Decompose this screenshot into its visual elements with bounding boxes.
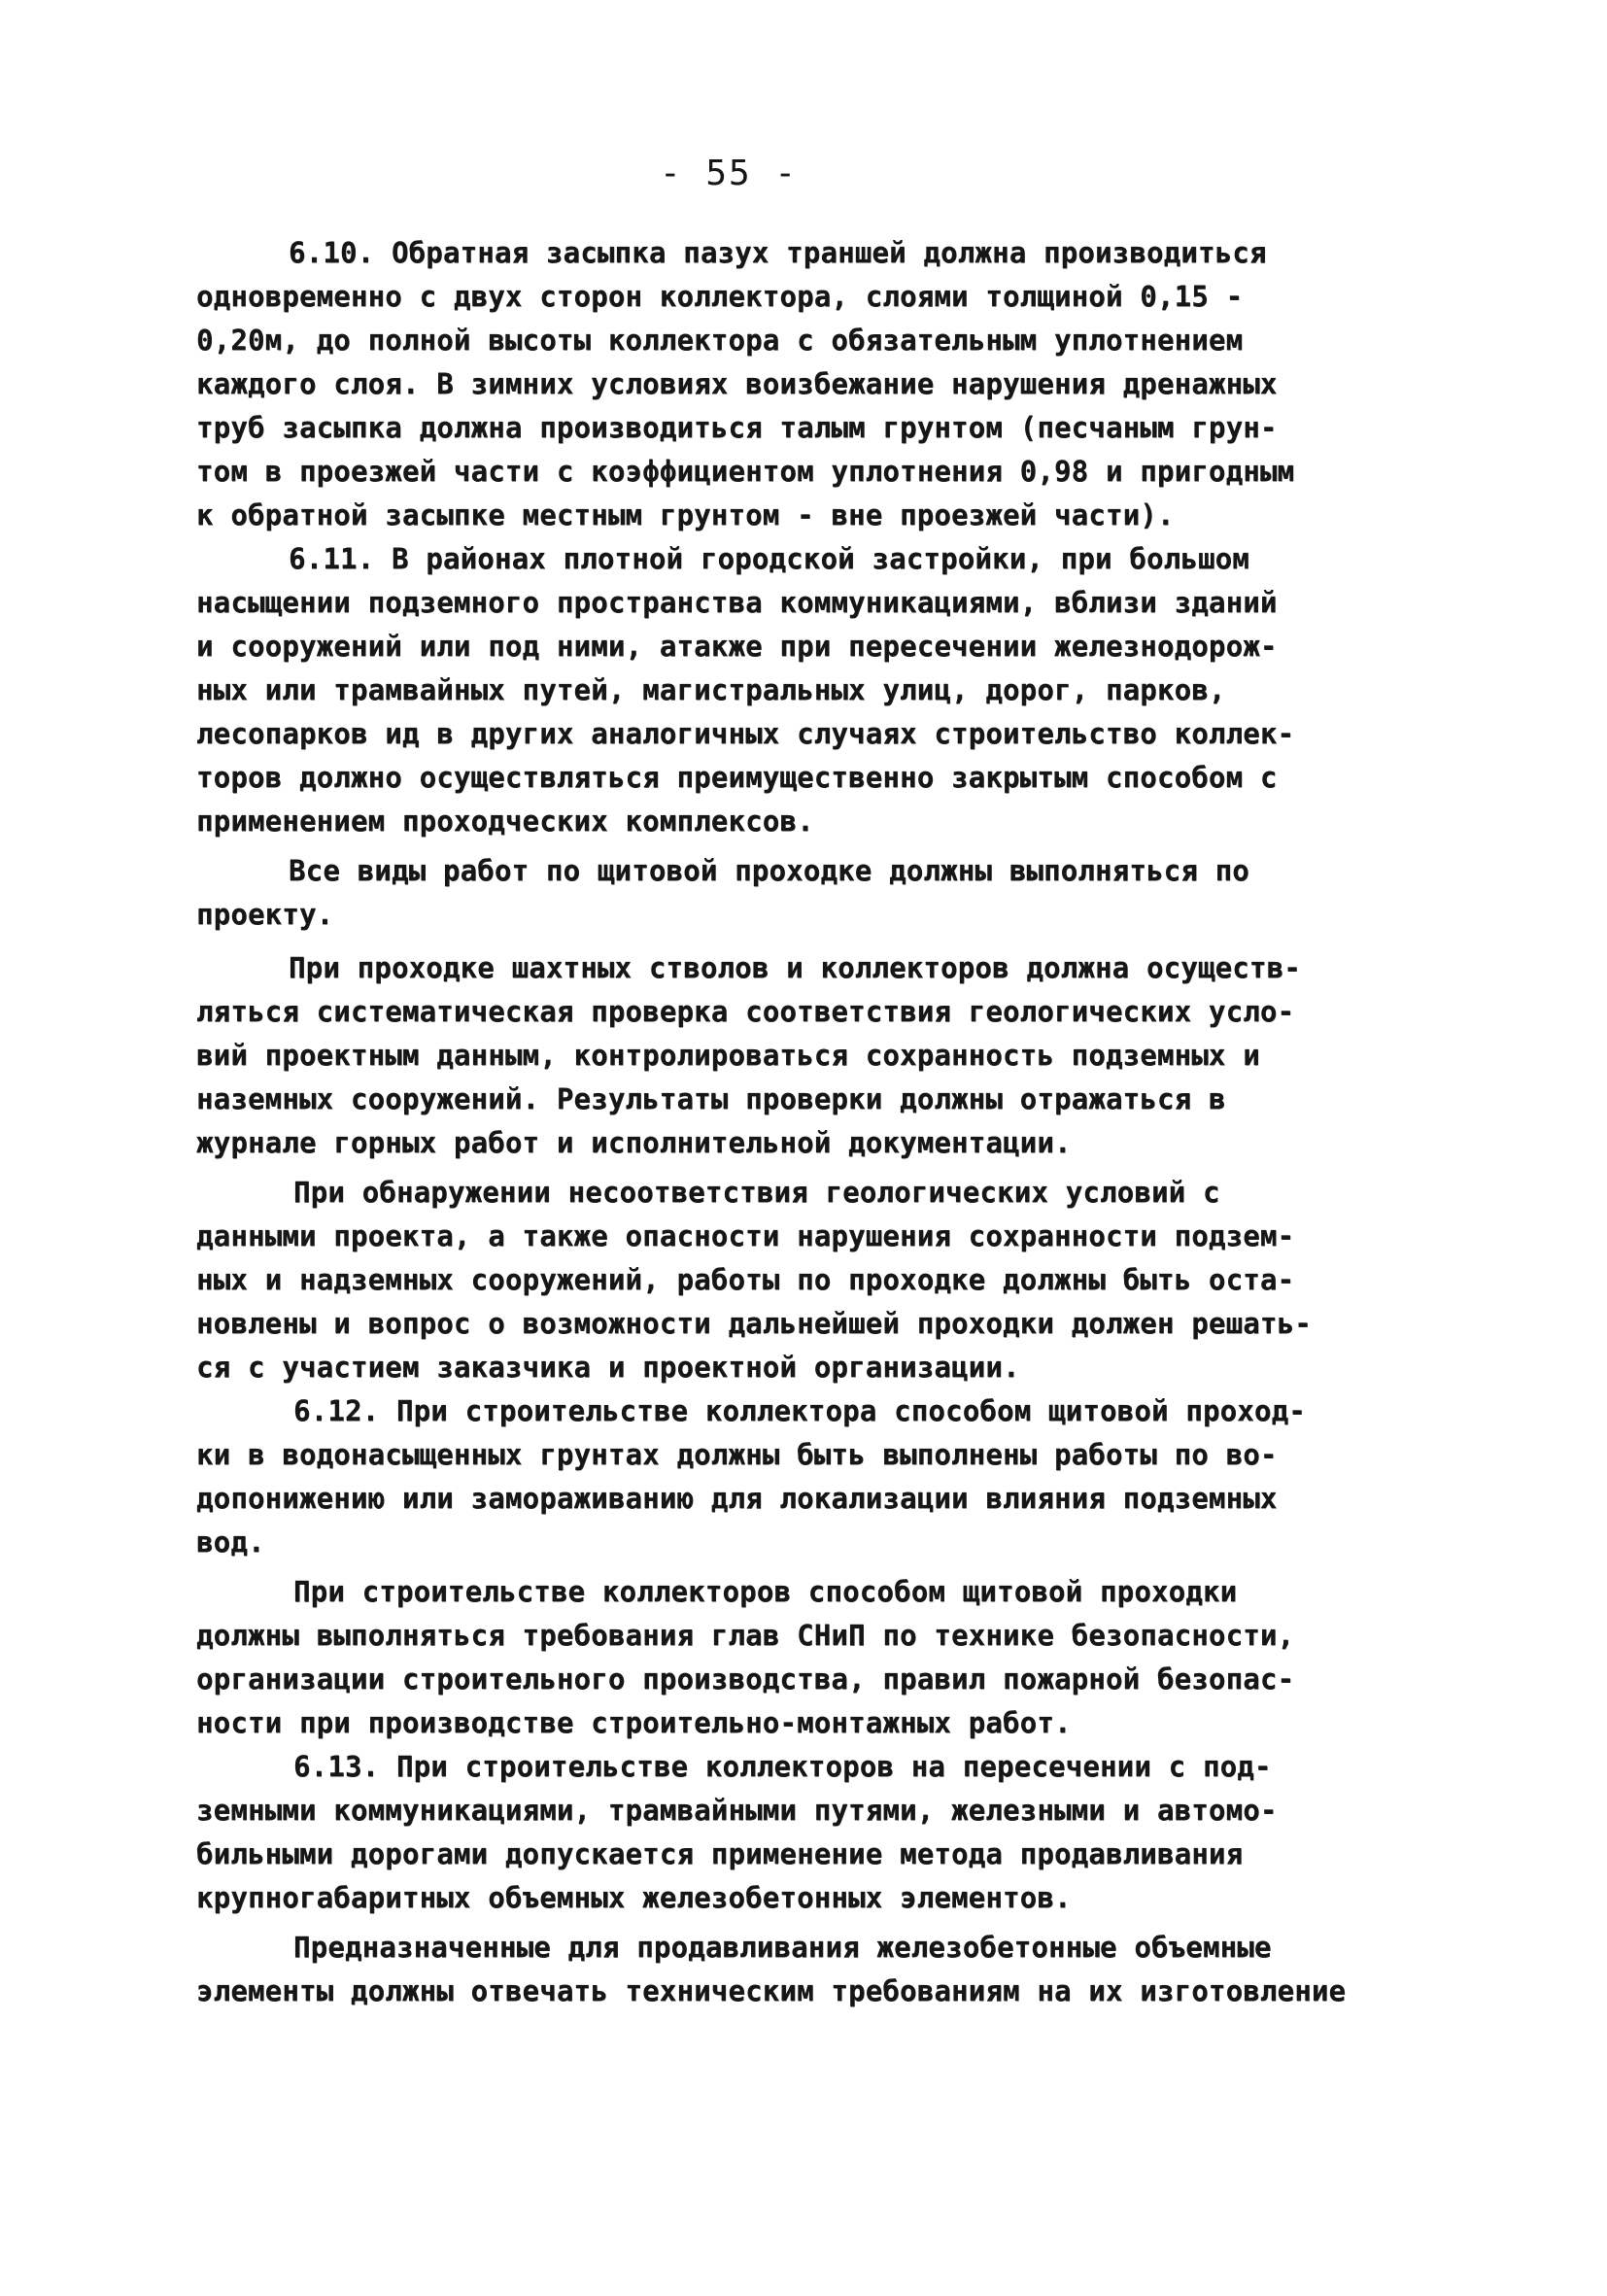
text-line: 6.11. В районах плотной городской застройки, при большом — [289, 542, 1249, 575]
page-number: - 55 - — [659, 154, 799, 193]
text-line: земными коммуникациями, трамвайными путями, железными и автомо- — [196, 1794, 1278, 1827]
text-line: новлены и вопрос о возможности дальнейшей проходки должен решать- — [196, 1307, 1312, 1340]
text-line: ных или трамвайных путей, магистральных улиц, дорог, парков, — [196, 673, 1226, 706]
text-line: элементы должны отвечать техническим требованиям на их изготовление — [196, 1974, 1347, 2007]
text-line: журнале горных работ и исполнительной документации. — [196, 1126, 1072, 1159]
body-text — [196, 231, 1430, 2013]
text-line: лесопарков ид в других аналогичных случаях строительство коллек- — [196, 717, 1295, 750]
text-line: 6.10. Обратная засыпка пазух траншей должна производиться — [289, 236, 1267, 269]
text-line: допонижению или замораживанию для локализации влияния подземных — [196, 1482, 1278, 1515]
text-line: вод. — [196, 1525, 265, 1559]
text-line: Все виды работ по щитовой проходке должны выполняться по — [289, 854, 1249, 887]
text-line: наземных сооружений. Результаты проверки должны отражаться в — [196, 1082, 1226, 1115]
text-line: одновременно с двух сторон коллектора, слоями толщиной 0,15 - — [196, 280, 1244, 313]
text-line: организации строительного производства, правил пожарной безопас- — [196, 1662, 1295, 1696]
text-line: данными проекта, а также опасности нарушения сохранности подзем- — [196, 1219, 1295, 1252]
text-line: должны выполняться требования глав СНиП по технике безопасности, — [196, 1619, 1295, 1652]
text-line: применением проходческих комплексов. — [196, 805, 814, 838]
text-line: насыщении подземного пространства коммуникациями, вблизи зданий — [196, 586, 1278, 619]
text-line: ных и надземных сооружений, работы по проходке должны быть оста- — [196, 1263, 1295, 1296]
text-line: При проходке шахтных стволов и коллекторов должна осуществ- — [289, 951, 1301, 984]
text-line: При обнаружении несоответствия геологических условий с — [293, 1176, 1220, 1209]
text-line: торов должно осуществляться преимущественно закрытым способом с — [196, 761, 1278, 794]
text-line: вий проектным данным, контролироваться сохранность подземных и — [196, 1039, 1260, 1072]
text-line: проекту. — [196, 898, 334, 931]
text-line: бильными дорогами допускается применение метода продавливания — [196, 1837, 1244, 1870]
text-line: том в проезжей части с коэффициентом уплотнения 0,98 и пригодным — [196, 455, 1295, 488]
text-line: каждого слоя. В зимних условиях воизбежание нарушения дренажных — [196, 367, 1278, 400]
text-line: 6.13. При строительстве коллекторов на пересечении с под- — [293, 1750, 1272, 1783]
text-line: крупногабаритных объемных железобетонных элементов. — [196, 1881, 1072, 1914]
text-line: ности при производстве строительно-монтажных работ. — [196, 1706, 1072, 1739]
text-line: и сооружений или под ними, атакже при пересечении железнодорож- — [196, 630, 1278, 663]
text-line: ки в водонасыщенных грунтах должны быть выполнены работы по во- — [196, 1438, 1278, 1471]
text-line: При строительстве коллекторов способом щитовой проходки — [293, 1575, 1238, 1608]
text-line: ся с участием заказчика и проектной организации. — [196, 1351, 1020, 1384]
text-line: 0,20м, до полной высоты коллектора с обязательным уплотнением — [196, 324, 1244, 357]
text-line: к обратной засыпке местным грунтом - вне проезжей части). — [196, 498, 1175, 531]
text-line: ляться систематическая проверка соответствия геологических усло- — [196, 995, 1295, 1028]
text-line: Предназначенные для продавливания железобетонные объемные — [293, 1931, 1272, 1964]
text-line: 6.12. При строительстве коллектора способом щитовой проход- — [293, 1394, 1306, 1427]
text-line: труб засыпка должна производиться талым грунтом (песчаным грун- — [196, 411, 1278, 444]
